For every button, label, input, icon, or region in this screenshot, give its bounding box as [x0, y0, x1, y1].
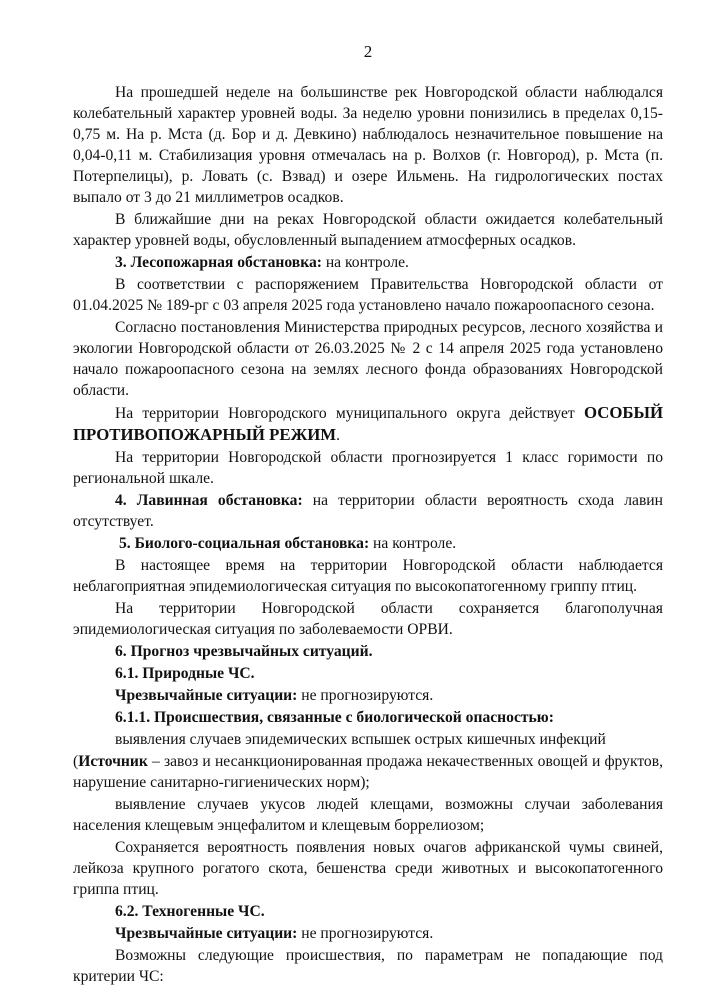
section-heading: 6. Прогноз чрезвычайных ситуаций.: [115, 643, 373, 660]
paragraph-water-forecast: В ближайшие дни на реках Новгородской области ожидается колебательный характер уровней воды, обусловленный выпадением атмосферных осадков.: [73, 211, 663, 249]
section-heading: 4. Лавинная обстановка:: [115, 492, 303, 509]
paragraph-water-levels: На прошедшей неделе на большинстве рек Новгородской области наблюдался колебательный характер уровней воды. За неделю уровни понизились в пределах 0,15-0,75 м. На р. Мста (д. Бор и д. Девкино) наблюдалось незначительное повышение на 0,04-0,11 м. Стабилизация уровня отмечалась на р. Волхов (г. Новгород), р. Мста (п. Потерпелицы), р. Ловать (с. Взвад) и озере Ильмень. На гидрологических постах выпало от 3 до 21 миллиметров осадков.: [73, 84, 663, 206]
document-body: [73, 82, 663, 987]
paragraph-ticks: выявление случаев укусов людей клещами, возможны случаи заболевания населения клещевым энцефалитом и клещевым боррелиозом;: [73, 796, 663, 834]
paragraph-animal-diseases: Сохраняется вероятность появления новых очагов африканской чумы свиней, лейкоза крупного рогатого скота, бешенства среди животных и высокопатогенного гриппа птиц.: [73, 839, 663, 898]
emergencies-label: Чрезвычайные ситуации:: [115, 925, 298, 942]
paragraph-fire-season-forest: Согласно постановления Министерства природных ресурсов, лесного хозяйства и экологии Новгородской области от 26.03.2025 № 2 с 14 апреля 2025 года установлено начало пожароопасного сезона на землях лесного фонда образованиях Новгородской области.: [73, 319, 663, 399]
emergencies-label: Чрезвычайные ситуации:: [115, 687, 298, 704]
section-avalanche: [73, 490, 663, 532]
natural-emergencies: [73, 685, 663, 706]
emergencies-status: не прогнозируются.: [297, 687, 434, 704]
fire-regime-text: На территории Новгородского муниципального округа действует: [115, 405, 584, 422]
paragraph-possible-incidents: Возможны следующие происшествия, по параметрам не попадающие под критерии ЧС:: [73, 947, 663, 985]
section-status: на контроле.: [369, 535, 457, 552]
emergencies-status: не прогнозируются.: [297, 925, 434, 942]
section-status: на территории области вероятность схода лавин отсутствует.: [73, 492, 663, 530]
section-technogenic: [73, 901, 663, 922]
paragraph-bird-flu: В настоящее время на территории Новгородской области наблюдается неблагоприятная эпидемиологическая ситуация по высокопатогенному гриппу птиц.: [73, 557, 663, 595]
paren-open: (: [73, 753, 79, 770]
section-forecast: [73, 641, 663, 662]
section-heading: 3. Лесопожарная обстановка:: [115, 254, 322, 271]
fire-regime-end: .: [336, 427, 341, 444]
fire-regime-highlight: ОСОБЫЙ ПРОТИВОПОЖАРНЫЙ РЕЖИМ: [73, 403, 663, 444]
paragraph-fire-class: На территории Новгородской области прогнозируется 1 класс горимости по региональной шкале.: [73, 449, 663, 487]
paragraph-orvi: На территории Новгородской области сохраняется благополучная эпидемиологическая ситуация по заболеваемости ОРВИ.: [73, 600, 663, 638]
source-label: Источник: [78, 753, 148, 770]
paragraph-fire-season-order: В соответствии с распоряжением Правительства Новгородской области от 01.04.2025 № 189-рг с 03 апреля 2025 года установлено начало пожароопасного сезона.: [73, 276, 663, 314]
section-heading: 5. Биолого-социальная обстановка:: [119, 535, 370, 552]
section-heading: 6.1.1. Происшествия, связанные с биологической опасностью:: [115, 709, 554, 726]
section-heading: 6.1. Природные ЧС.: [115, 665, 255, 682]
section-bio-social: [73, 533, 663, 554]
source-text: – завоз и несанкционированная продажа некачественных овощей и фруктов, нарушение санитарно-гигиенических норм);: [73, 753, 663, 791]
paragraph-fire-regime: [73, 402, 663, 446]
technogenic-emergencies: [73, 923, 663, 944]
section-forest-fire: [73, 252, 663, 273]
section-natural: [73, 663, 663, 684]
section-heading: 6.2. Техногенные ЧС.: [115, 903, 265, 920]
paragraph-intestinal-infections: выявления случаев эпидемических вспышек острых кишечных инфекций: [115, 731, 606, 748]
section-bio-incidents: [73, 707, 663, 728]
page-number: 2: [363, 42, 373, 61]
section-status: на контроле.: [321, 254, 409, 271]
paragraph-source: [73, 751, 663, 793]
